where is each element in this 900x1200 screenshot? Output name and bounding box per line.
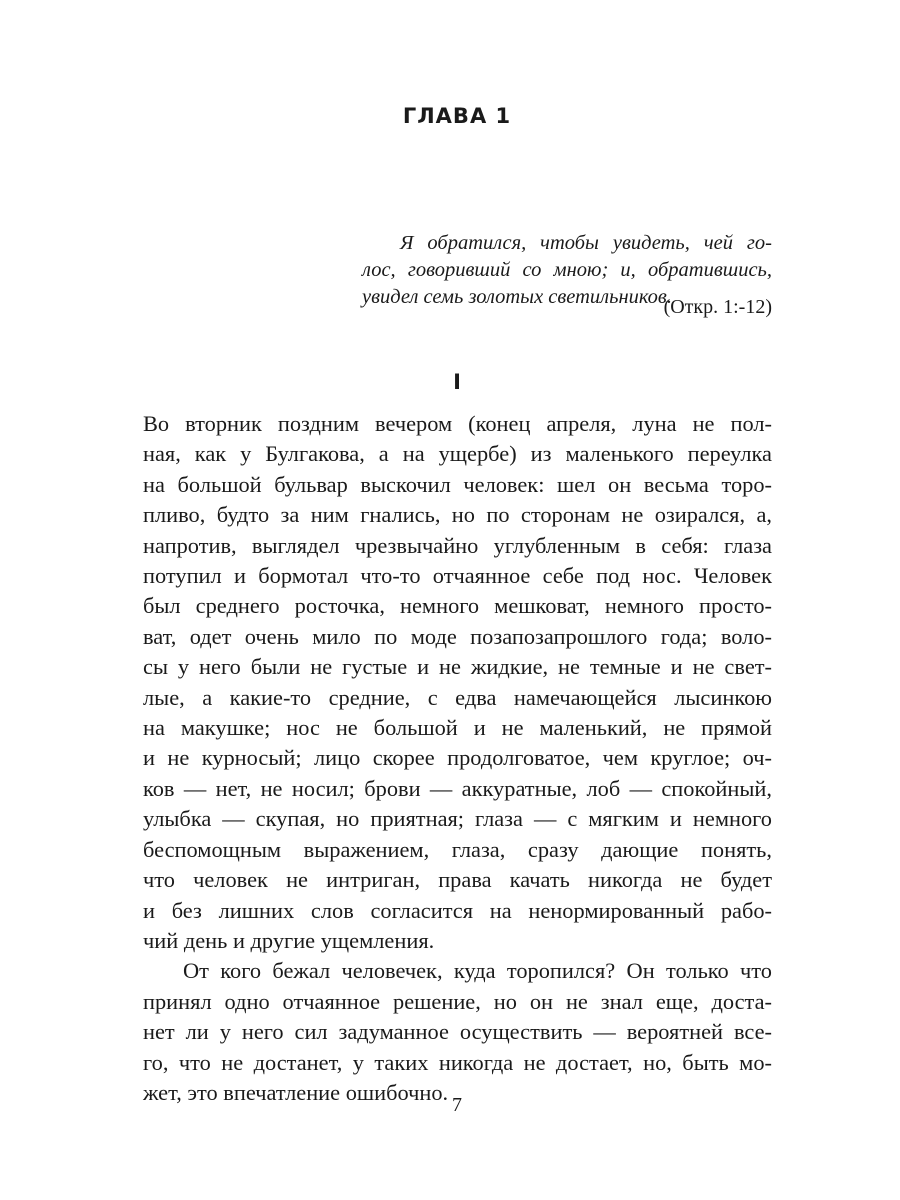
paragraph-line: жет, это впечатление ошибочно. — [143, 1079, 449, 1105]
paragraph-line: на макушке; нос не большой и не маленький, не прямой — [143, 715, 772, 741]
paragraph-line: принял одно отчаянное решение, но он не знал еще, доста- — [143, 988, 772, 1014]
epigraph-line: Я обратился, чтобы увидеть, чей го- — [400, 232, 772, 254]
paragraph-line: ков — нет, не носил; брови — аккуратные, лоб — спокойный, — [143, 775, 772, 801]
paragraph-line: был среднего росточка, немного мешковат, немного просто- — [143, 593, 772, 619]
paragraph-line: что человек не интриган, права качать никогда не будет — [143, 867, 772, 893]
epigraph-line: лос, говоривший со мною; и, обратившись, — [362, 259, 772, 281]
paragraph-line: и без лишних слов согласится на ненормированный рабо- — [143, 897, 772, 923]
paragraph-line: пливо, будто за ним гнались, но по сторонам не озирался, а, — [143, 502, 772, 528]
chapter-title: ГЛАВА 1 — [402, 104, 512, 128]
paragraph-line: ват, одет очень мило по моде позапозапрошлого года; воло- — [143, 623, 772, 649]
paragraph-line: и не курносый; лицо скорее продолговатое, чем круглое; оч- — [143, 745, 772, 771]
paragraph-line: го, что не достанет, у таких никогда не достает, но, быть мо- — [143, 1049, 772, 1075]
paragraph-line: Во вторник поздним вечером (конец апреля, луна не пол- — [143, 411, 772, 436]
epigraph-line: увидел семь золотых светильников. — [362, 286, 672, 308]
section-number: I — [453, 370, 461, 394]
paragraph-line: на большой бульвар выскочил человек: шел он весьма торо- — [143, 471, 772, 497]
paragraph-line: напротив, выглядел чрезвычайно углубленным в себя: глаза — [143, 532, 772, 558]
paragraph-line: потупил и бормотал что-то отчаянное себе под нос. Человек — [143, 563, 772, 589]
paragraph-line: беспомощным выражением, глаза, сразу дающие понять, — [143, 836, 772, 862]
paragraph-line: ная, как у Булгакова, а на ущербе) из маленького переулка — [143, 441, 772, 467]
epigraph-source: (Откр. 1:-12) — [663, 296, 772, 318]
page-number: 7 — [452, 1094, 462, 1116]
paragraph-line: нет ли у него сил задуманное осуществить — вероятней все- — [143, 1019, 772, 1045]
paragraph-line: чий день и другие ущемления. — [143, 927, 435, 953]
paragraph-line: От кого бежал человечек, куда торопился? Он только что — [183, 958, 772, 984]
paragraph-line: улыбка — скупая, но приятная; глаза — с мягким и немного — [143, 806, 772, 832]
body-text — [143, 409, 772, 1108]
paragraph-line: лые, а какие-то средние, с едва намечающейся лысинкою — [143, 684, 772, 710]
paragraph-line: сы у него были не густые и не жидкие, не темные и не свет- — [143, 654, 772, 680]
